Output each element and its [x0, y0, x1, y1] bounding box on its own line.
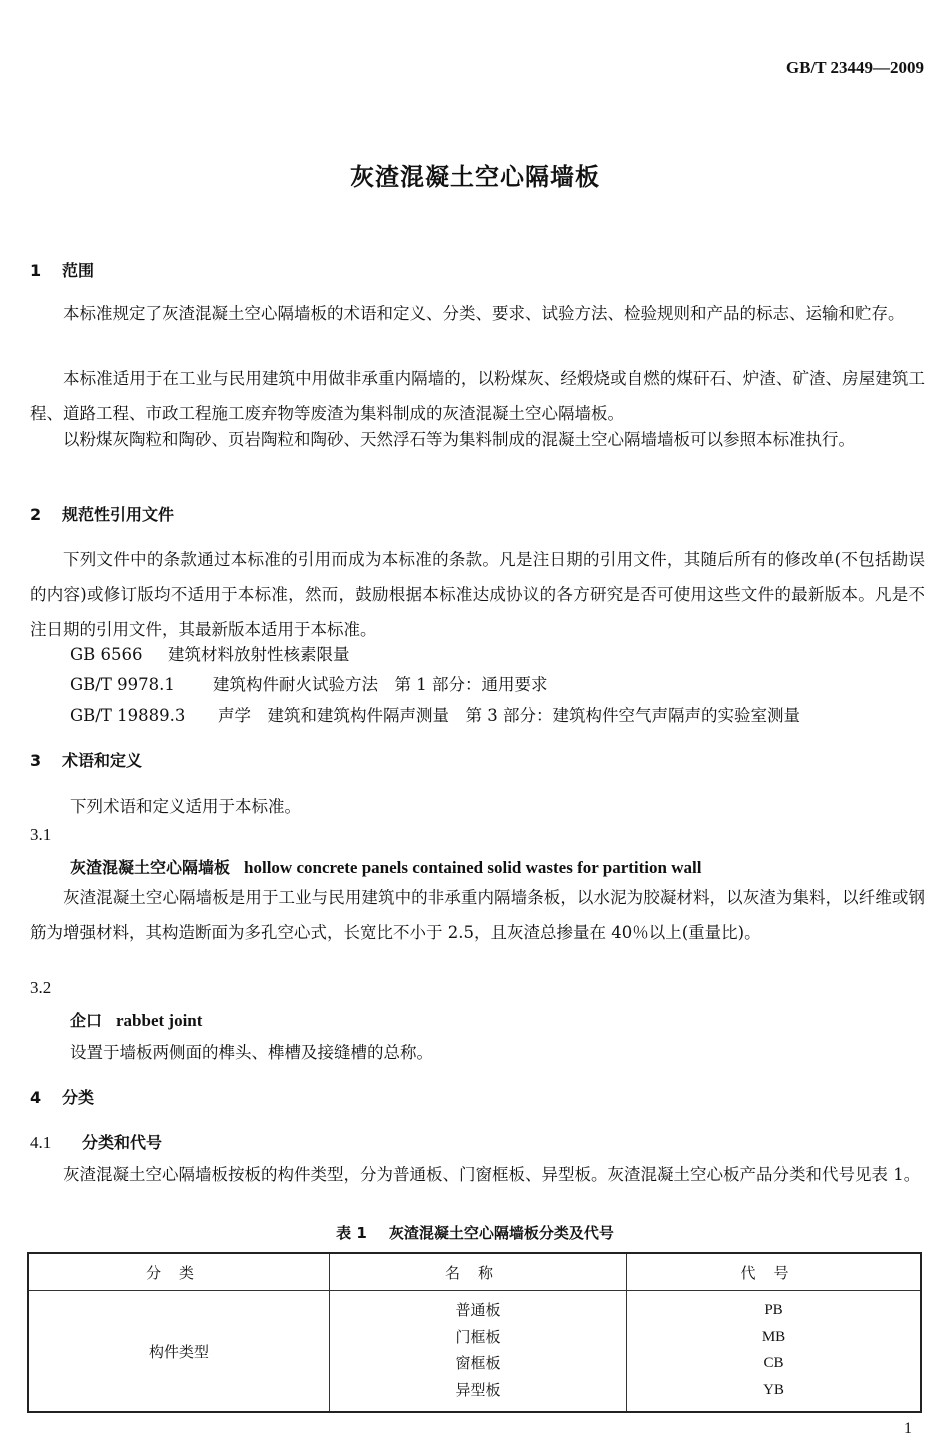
reference-item — [70, 702, 800, 726]
term-chinese: 灰渣混凝土空心隔墙板 — [70, 858, 231, 877]
name-item: 窗框板 — [455, 1354, 501, 1372]
table-header-row — [28, 1253, 921, 1291]
term-english: rabbet joint — [116, 1011, 203, 1030]
paragraph: 本标准适用于在工业与民用建筑中用做非承重内隔墙的，以粉煤灰、经煅烧或自燃的煤矸石、炉渣、矿渣、房屋建筑工程、道路工程、市政工程施工废弃物等废渣为集料制成的灰渣混凝土空心隔墙板。 — [30, 369, 925, 423]
term-definition: 设置于墙板两侧面的榫头、榫槽及接缝槽的总称。 — [70, 1043, 433, 1062]
reference-code: GB/T 9978.1 — [70, 675, 175, 694]
table-title: 灰渣混凝土空心隔墙板分类及代号 — [388, 1224, 614, 1242]
category-cell: 构件类型 — [28, 1291, 330, 1413]
codes-cell — [627, 1291, 922, 1413]
paragraph: 本标准规定了灰渣混凝土空心隔墙板的术语和定义、分类、要求、试验方法、检验规则和产品的标志、运输和贮存。 — [63, 304, 905, 323]
section-title: 分类 — [62, 1088, 95, 1107]
term-definition: 灰渣混凝土空心隔墙板是用于工业与民用建筑中的非承重内隔墙条板，以水泥为胶凝材料，以灰渣为集料，以纤维或钢筋为增强材料，其构造断面为多孔空心式，长宽比不小于 2.5，且灰渣总掺量在 40％以上(重量比)。 — [30, 888, 925, 942]
section-2-heading — [30, 502, 174, 525]
name-item: 异型板 — [455, 1380, 501, 1399]
classification-table — [27, 1252, 922, 1413]
name-item: 门框板 — [455, 1327, 501, 1346]
code-item: CB — [763, 1355, 784, 1371]
section-title: 范围 — [62, 261, 95, 280]
clause-number: 3.2 — [30, 978, 52, 997]
section-number: 4 — [30, 1088, 42, 1107]
table-number: 表 1 — [336, 1224, 367, 1242]
section-title: 规范性引用文件 — [62, 505, 175, 524]
term-heading — [70, 855, 701, 878]
reference-item — [70, 641, 350, 665]
reference-title: 声学 建筑和建筑构件隔声测量 第 3 部分：建筑构件空气声隔声的实验室测量 — [218, 706, 800, 725]
term-chinese: 企口 — [70, 1011, 103, 1030]
subsection-4-1-heading — [30, 1130, 162, 1153]
standard-code: GB/T 23449—2009 — [785, 58, 924, 77]
column-header: 名称 — [330, 1253, 627, 1291]
column-header: 代号 — [627, 1253, 922, 1291]
section-number: 1 — [30, 261, 42, 280]
table-row — [28, 1291, 921, 1413]
table-caption — [0, 1222, 950, 1243]
section-3-heading — [30, 748, 142, 771]
document-title: 灰渣混凝土空心隔墙板 — [350, 163, 600, 191]
paragraph: 以粉煤灰陶粒和陶砂、页岩陶粒和陶砂、天然浮石等为集料制成的混凝土空心隔墙墙板可以参照本标准执行。 — [63, 430, 855, 449]
code-item: MB — [761, 1328, 786, 1345]
subsection-title: 分类和代号 — [82, 1133, 163, 1152]
section-1-heading — [30, 258, 94, 281]
names-cell — [330, 1291, 627, 1413]
section-title: 术语和定义 — [62, 751, 143, 770]
terms-intro: 下列术语和定义适用于本标准。 — [70, 797, 301, 816]
reference-item — [70, 671, 548, 695]
section-number: 2 — [30, 505, 42, 524]
reference-title: 建筑材料放射性核素限量 — [168, 645, 350, 664]
section-number: 3 — [30, 751, 42, 770]
term-english: hollow concrete panels contained solid wastes for partition wall — [244, 858, 702, 877]
section-4-heading — [30, 1085, 94, 1108]
code-item: PB — [764, 1302, 783, 1318]
clause-number: 3.1 — [30, 825, 52, 844]
name-item: 普通板 — [455, 1301, 501, 1319]
column-header: 分类 — [28, 1253, 330, 1291]
paragraph: 灰渣混凝土空心隔墙板按板的构件类型，分为普通板、门窗框板、异型板。灰渣混凝土空心板产品分类和代号见表 1。 — [63, 1165, 921, 1184]
reference-title: 建筑构件耐火试验方法 第 1 部分：通用要求 — [213, 675, 548, 694]
reference-code: GB/T 19889.3 — [70, 706, 186, 725]
paragraph: 下列文件中的条款通过本标准的引用而成为本标准的条款。凡是注日期的引用文件，其随后所有的修改单(不包括勘误的内容)或修订版均不适用于本标准，然而，鼓励根据本标准达成协议的各方研究是否可使用这些文件的最新版本。凡是不注日期的引用文件，其最新版本适用于本标准。 — [30, 550, 925, 639]
page-number: 1 — [904, 1420, 912, 1437]
term-heading — [70, 1008, 202, 1031]
subsection-number: 4.1 — [30, 1133, 52, 1152]
code-item: YB — [763, 1381, 784, 1398]
reference-code: GB 6566 — [70, 645, 143, 664]
